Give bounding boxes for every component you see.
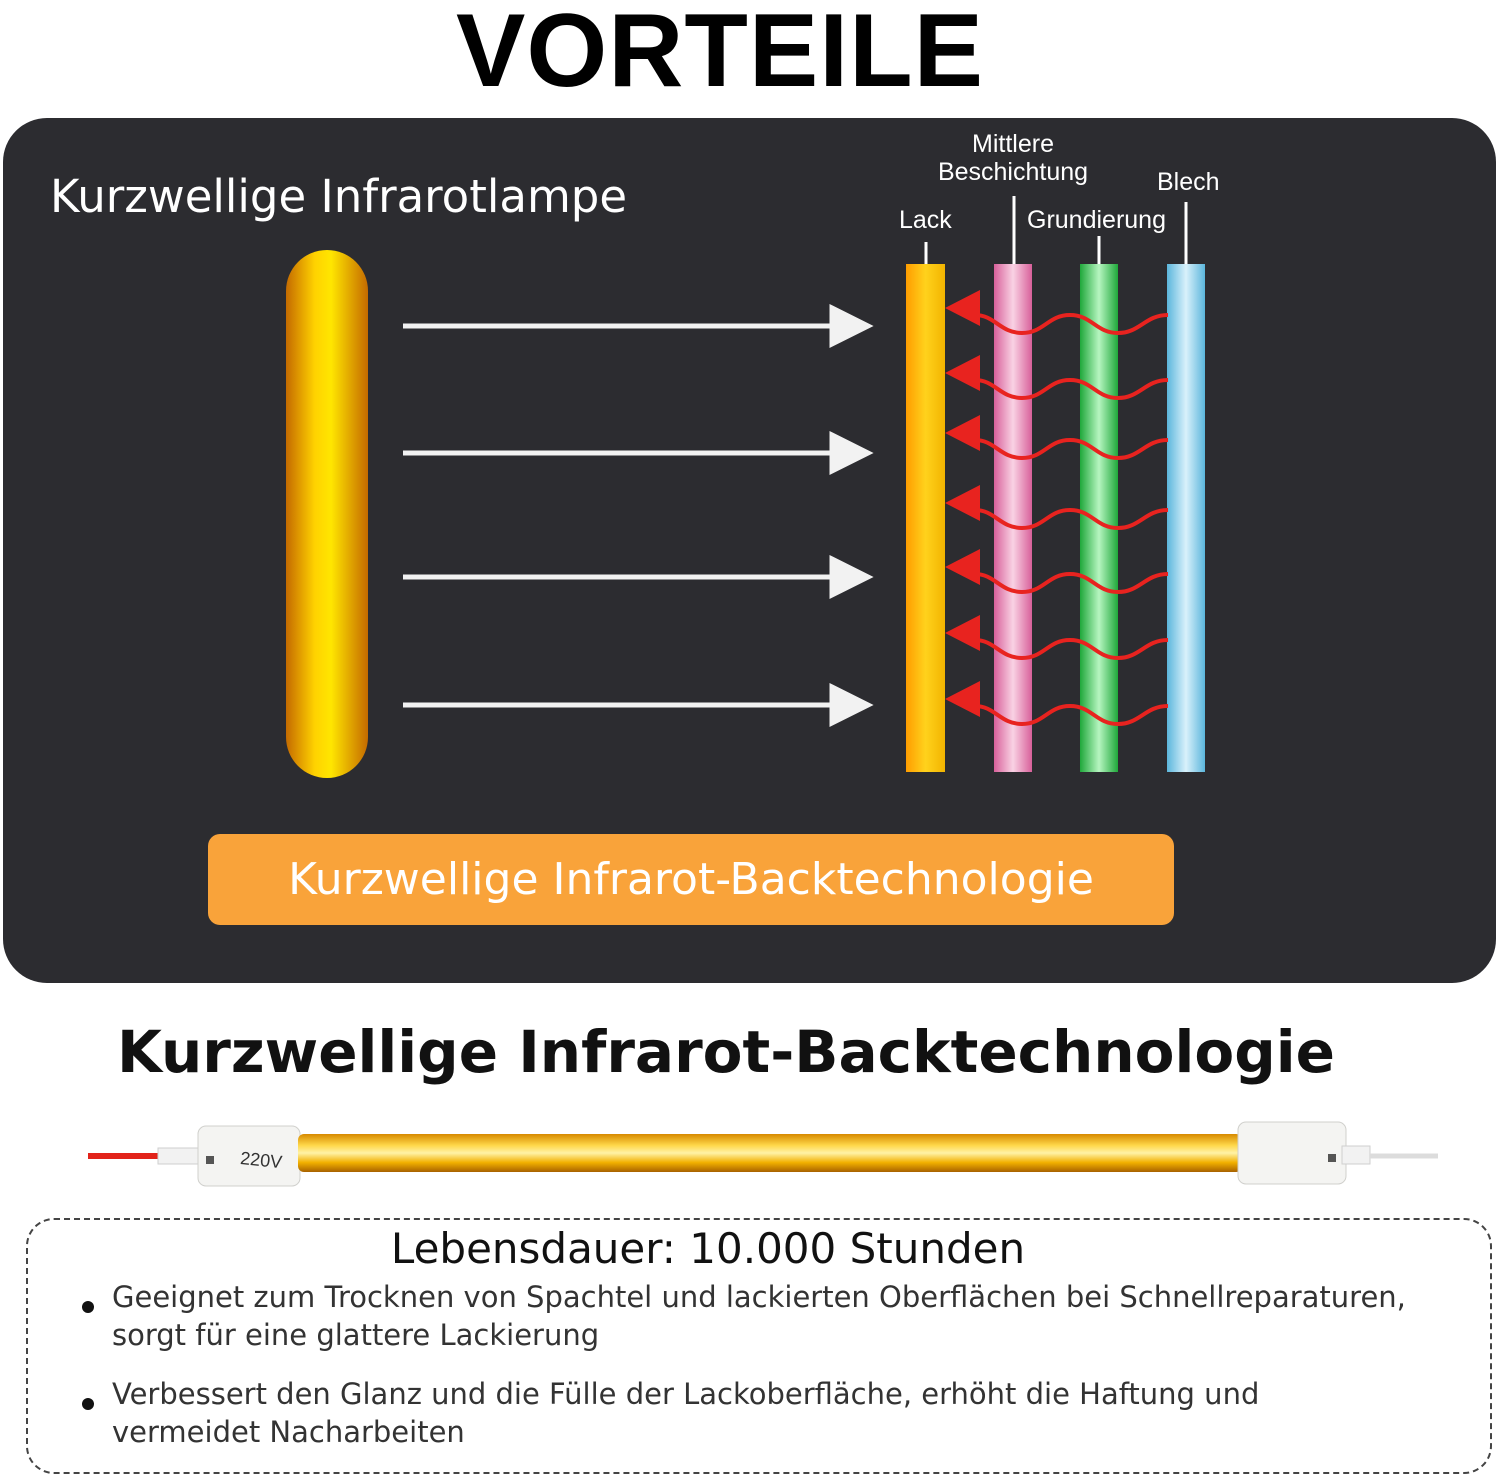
heat-arrowheads [945, 290, 980, 717]
info-bullet-1: Geeignet zum Trocknen von Spachtel und lackierten Oberflächen bei Schnellreparaturen, sorgt für eine glattere Lackierung [112, 1280, 1406, 1352]
mount-hole-right [1328, 1154, 1336, 1162]
layer-label-mittlere-beschichtung [928, 130, 1098, 186]
ceramic-cap-right [1238, 1122, 1346, 1184]
glass-tube [298, 1134, 1242, 1172]
bullet-dot [82, 1398, 94, 1410]
wire-sleeve-left [158, 1148, 200, 1164]
radiation-arrows [403, 308, 868, 723]
infrared-lamp-tube [286, 250, 368, 778]
page-headline: VORTEILE [455, 0, 985, 109]
infrared-diagram [0, 118, 1500, 818]
heat-arrowhead [945, 615, 980, 651]
heat-arrowhead [945, 290, 980, 326]
panel-title: Kurzwellige Infrarotlampe [50, 170, 628, 223]
layer-label-lack: Lack [899, 206, 952, 234]
voltage-marking: 220V [239, 1147, 284, 1173]
wire-sleeve-right [1342, 1146, 1370, 1164]
heat-arrowhead [945, 355, 980, 391]
layer-lack [906, 264, 945, 772]
infrared-lamp-product-image [80, 1112, 1450, 1202]
heat-arrowhead [945, 549, 980, 585]
bullet-dot [82, 1301, 94, 1313]
layer-grundierung [1080, 264, 1118, 772]
layer-label-mittlere-text: Mittlere Beschichtung [937, 130, 1089, 186]
heat-arrowhead [945, 485, 980, 521]
mount-hole-left [206, 1156, 214, 1164]
heat-arrowhead [945, 415, 980, 451]
heat-arrowhead [945, 681, 980, 717]
layer-blech [1167, 264, 1205, 772]
technology-badge: Kurzwellige Infrarot-Backtechnologie [208, 834, 1174, 925]
lifespan-title: Lebensdauer: 10.000 Stunden [390, 1224, 1026, 1273]
product-title: Kurzwellige Infrarot-Backtechnologie [117, 1018, 1335, 1086]
info-bullet-2: Verbessert den Glanz und die Fülle der Lackoberfläche, erhöht die Haftung und vermeidet Nacharbeiten [112, 1377, 1260, 1449]
layer-label-blech: Blech [1157, 168, 1220, 196]
layer-label-grundierung: Grundierung [1027, 206, 1166, 234]
